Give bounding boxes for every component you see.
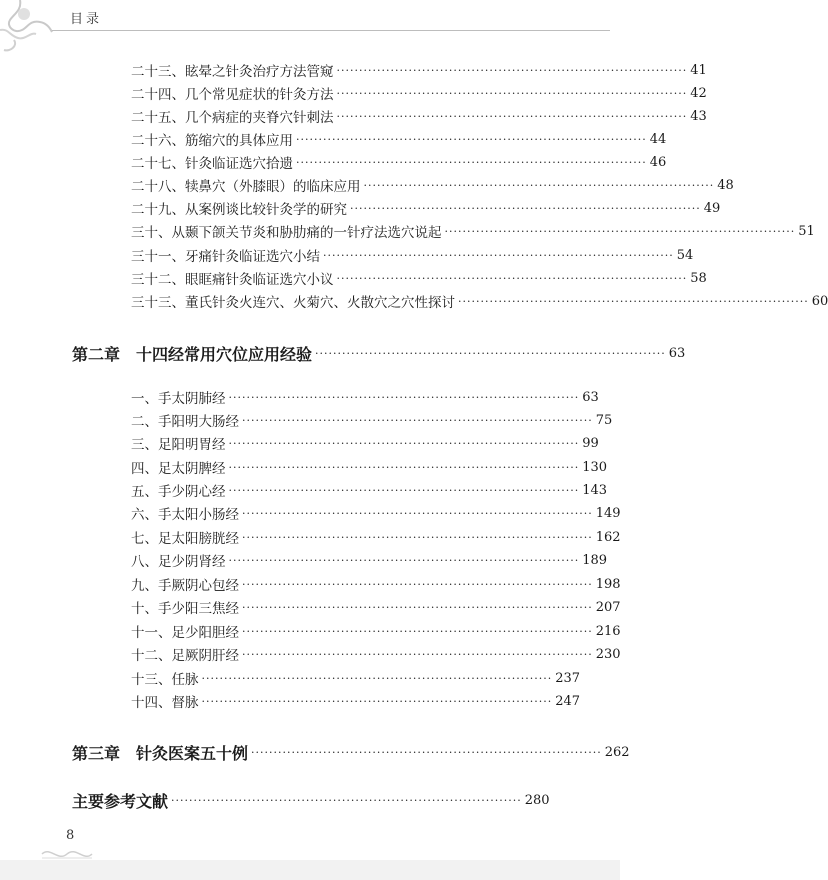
toc-entry-24[interactable] <box>131 82 707 104</box>
toc-entry-ch2-2[interactable] <box>131 409 613 431</box>
toc-entry-page: 99 <box>582 435 599 451</box>
page-header <box>0 0 620 44</box>
toc-entry-label: 四、足太阴脾经 <box>131 461 226 477</box>
footer-band <box>0 860 620 880</box>
leader-dots: ·············································································· <box>242 600 593 614</box>
toc-entry-27[interactable] <box>131 151 667 173</box>
toc-entry-ch2-13[interactable] <box>131 667 581 689</box>
leader-dots: ·············································································· <box>336 86 688 100</box>
leader-dots: ·············································································· <box>444 224 796 238</box>
toc-entry-page: 51 <box>798 223 815 239</box>
leader-dots: ·············································································· <box>228 436 580 450</box>
toc-entry-26[interactable] <box>131 128 667 150</box>
leader-dots: ·············································································· <box>242 577 593 591</box>
chapter-page: 63 <box>668 345 686 361</box>
toc-entry-ch2-8[interactable] <box>131 549 608 571</box>
toc-entry-28[interactable] <box>131 174 734 196</box>
references-title: 主要参考文献 <box>72 791 169 811</box>
toc-entry-page: 42 <box>690 85 707 101</box>
leader-dots: ·············································································· <box>336 63 688 77</box>
page-number: 8 <box>66 828 75 843</box>
toc-entry-label: 七、足太阳膀胱经 <box>131 531 239 547</box>
toc-entry-label: 二十四、几个常见症状的针灸方法 <box>131 87 334 103</box>
leader-dots: ·············································································· <box>228 483 580 497</box>
toc-entry-label: 五、手少阴心经 <box>131 484 226 500</box>
leader-dots: ·············································································· <box>363 178 715 192</box>
leader-dots: ·············································································· <box>242 624 593 638</box>
toc-entry-page: 63 <box>582 389 599 405</box>
leader-dots: ·············································································· <box>350 201 701 215</box>
toc-entry-label: 二十三、眩晕之针灸治疗方法管窥 <box>131 64 334 80</box>
toc-entry-page: 46 <box>649 154 667 170</box>
toc-entry-30[interactable] <box>131 220 815 242</box>
toc-entry-page: 130 <box>582 459 608 475</box>
toc-entry-25[interactable] <box>131 105 707 127</box>
toc-entry-page: 198 <box>595 576 621 592</box>
leader-dots: ·············································································· <box>296 132 647 146</box>
toc-entry-label: 二十八、犊鼻穴（外膝眼）的临床应用 <box>131 179 361 195</box>
toc-entry-ch2-9[interactable] <box>131 573 621 595</box>
leader-dots: ·············································································· <box>201 694 553 708</box>
toc-entry-ch2-14[interactable] <box>131 690 581 712</box>
toc-references[interactable] <box>72 786 550 814</box>
toc-chapter-2[interactable] <box>72 339 686 367</box>
toc-entry-label: 十一、足少阳胆经 <box>131 625 239 641</box>
leader-dots: ·············································································· <box>458 294 809 308</box>
leader-dots: ·············································································· <box>251 745 602 759</box>
toc-entry-page: 60 <box>811 293 828 309</box>
toc-entry-label: 三十二、眼眶痛针灸临证选穴小议 <box>131 272 334 288</box>
leader-dots: ·············································································· <box>336 109 688 123</box>
toc-entry-label: 十四、督脉 <box>131 695 199 711</box>
toc-entry-page: 43 <box>690 108 707 124</box>
toc-entry-label: 八、足少阴肾经 <box>131 554 226 570</box>
page-title: 目录 <box>70 12 103 27</box>
toc-entry-label: 三十三、董氏针灸火连穴、火菊穴、火散穴之穴性探讨 <box>131 295 455 311</box>
toc-entry-page: 49 <box>703 200 721 216</box>
toc-entry-page: 48 <box>717 177 734 193</box>
corner-ornament-icon <box>0 0 60 60</box>
toc-entry-page: 143 <box>582 482 608 498</box>
chapter-title: 第二章 十四经常用穴位应用经验 <box>72 344 313 364</box>
toc-entry-page: 237 <box>555 670 581 686</box>
toc-entry-ch2-7[interactable] <box>131 526 621 548</box>
toc-entry-label: 二、手阳明大肠经 <box>131 414 239 430</box>
toc-entry-ch2-12[interactable] <box>131 643 621 665</box>
toc-entry-label: 九、手厥阴心包经 <box>131 578 239 594</box>
leader-dots: ·············································································· <box>242 530 593 544</box>
toc-entry-ch2-11[interactable] <box>131 620 621 642</box>
references-page: 280 <box>524 792 550 808</box>
toc-entry-label: 十二、足厥阴肝经 <box>131 648 239 664</box>
toc-entry-ch2-1[interactable] <box>131 386 599 408</box>
leader-dots: ·············································································· <box>315 346 666 360</box>
toc-entry-page: 58 <box>690 270 707 286</box>
toc-entry-page: 162 <box>595 529 621 545</box>
toc-entry-page: 230 <box>595 646 621 662</box>
toc-entry-page: 149 <box>595 505 621 521</box>
toc-entry-page: 44 <box>649 131 667 147</box>
toc-entry-ch2-5[interactable] <box>131 479 608 501</box>
toc-entry-label: 十、手少阳三焦经 <box>131 601 239 617</box>
leader-dots: ·············································································· <box>228 460 580 474</box>
toc-entry-label: 二十六、筋缩穴的具体应用 <box>131 133 293 149</box>
leader-dots: ·············································································· <box>171 793 522 807</box>
toc-entry-ch2-6[interactable] <box>131 502 621 524</box>
leader-dots: ·············································································· <box>201 671 553 685</box>
leader-dots: ·············································································· <box>228 390 580 404</box>
toc-entry-page: 54 <box>676 247 694 263</box>
toc-entry-ch2-10[interactable] <box>131 596 621 618</box>
toc-entry-31[interactable] <box>131 244 694 266</box>
toc-chapter-3[interactable] <box>72 738 630 766</box>
toc-entry-label: 二十九、从案例谈比较针灸学的研究 <box>131 202 347 218</box>
leader-dots: ·············································································· <box>336 271 688 285</box>
leader-dots: ·············································································· <box>242 506 593 520</box>
toc-entry-page: 207 <box>595 599 621 615</box>
leader-dots: ·············································································· <box>296 155 647 169</box>
leader-dots: ·············································································· <box>323 248 674 262</box>
leader-dots: ·············································································· <box>228 553 580 567</box>
toc-entry-page: 247 <box>555 693 581 709</box>
toc-entry-33[interactable] <box>131 290 828 312</box>
chapter-title: 第三章 针灸医案五十例 <box>72 743 249 763</box>
chapter-page: 262 <box>604 744 630 760</box>
toc-entry-page: 216 <box>595 623 621 639</box>
toc-entry-label: 十三、任脉 <box>131 672 199 688</box>
toc-entry-ch2-3[interactable] <box>131 432 599 454</box>
toc-entry-29[interactable] <box>131 197 721 219</box>
header-rule <box>52 30 610 31</box>
leader-dots: ·············································································· <box>242 413 593 427</box>
toc-entry-23[interactable] <box>131 59 707 81</box>
leader-dots: ·············································································· <box>242 647 593 661</box>
toc-entry-label: 三十、从颞下颌关节炎和胁肋痛的一针疗法选穴说起 <box>131 225 442 241</box>
toc-entry-page: 189 <box>582 552 608 568</box>
toc-entry-label: 二十五、几个病症的夹脊穴针刺法 <box>131 110 334 126</box>
toc-entry-ch2-4[interactable] <box>131 456 608 478</box>
toc-entry-label: 一、手太阴肺经 <box>131 391 226 407</box>
toc-entry-label: 六、手太阳小肠经 <box>131 507 239 523</box>
toc-entry-label: 二十七、针灸临证选穴拾遗 <box>131 156 293 172</box>
toc-entry-page: 75 <box>595 412 613 428</box>
toc-entry-32[interactable] <box>131 267 707 289</box>
toc-entry-label: 三十一、牙痛针灸临证选穴小结 <box>131 249 320 265</box>
toc-entry-page: 41 <box>690 62 707 78</box>
toc-entry-label: 三、足阳明胃经 <box>131 437 226 453</box>
